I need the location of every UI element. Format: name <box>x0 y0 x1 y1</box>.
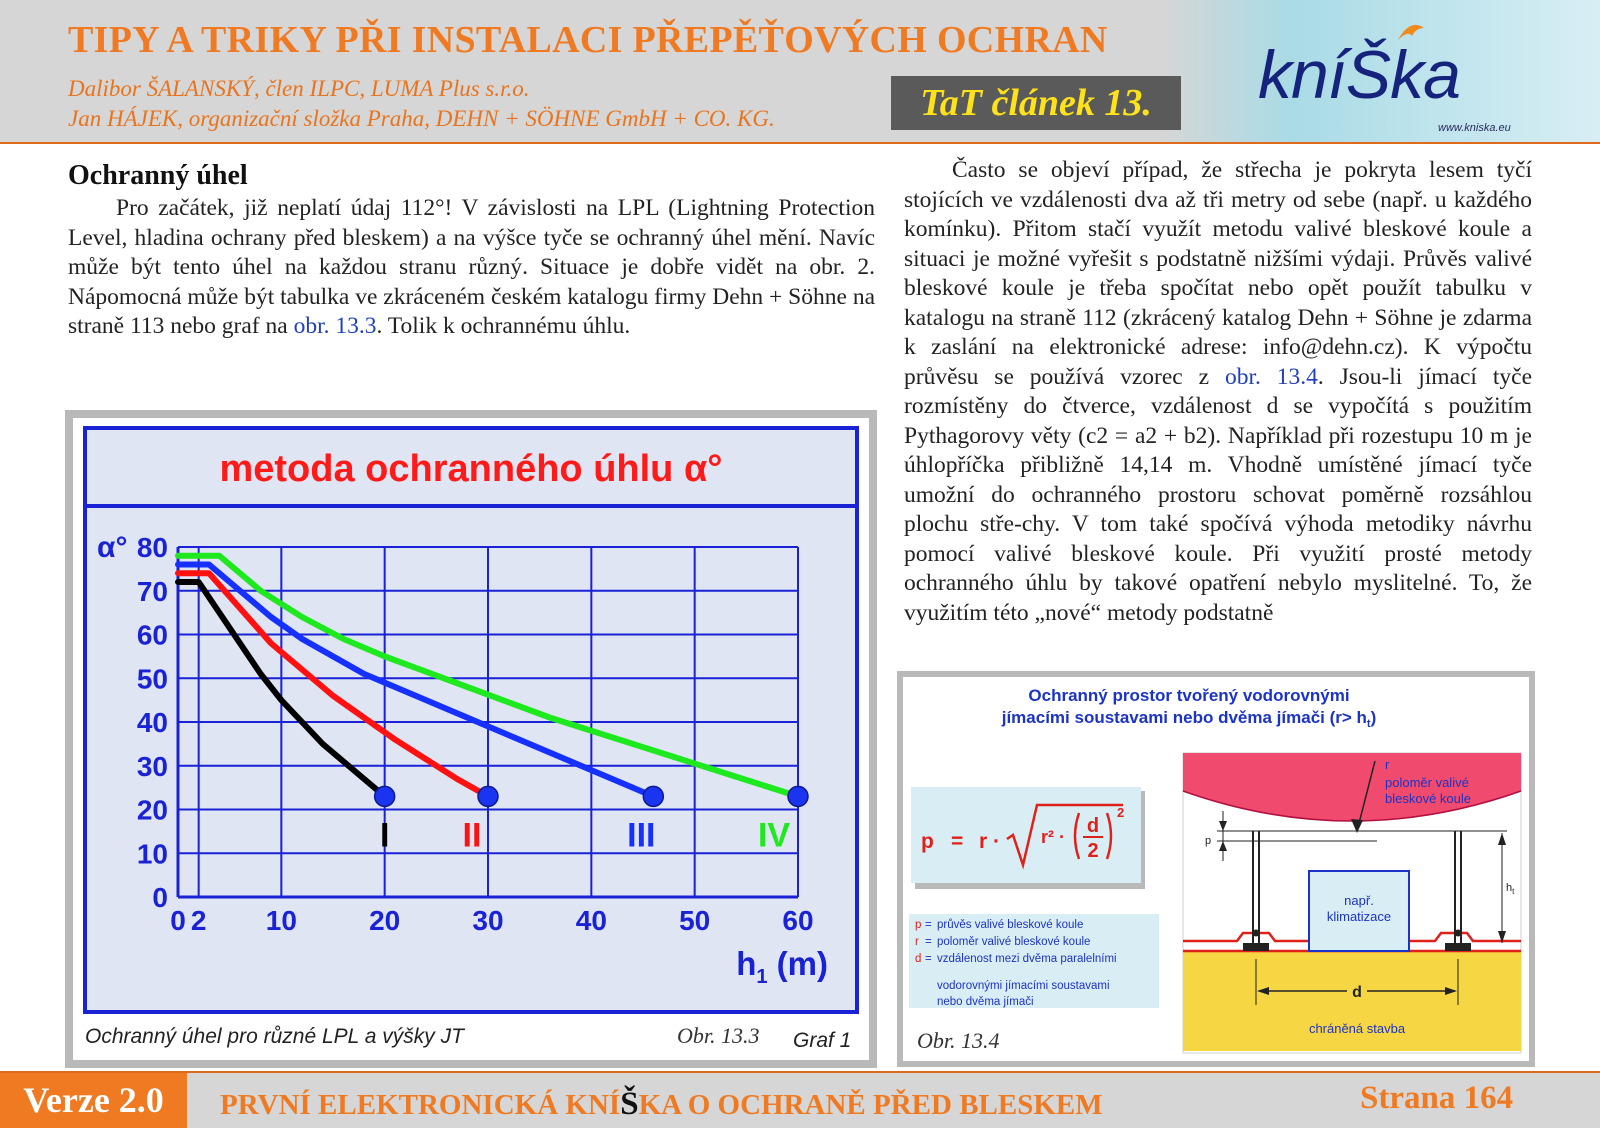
y-tick-label: 40 <box>136 707 168 738</box>
legend-symbol: r <box>915 936 919 948</box>
author-line-1: Dalibor ŠALANSKÝ, člen ILPC, LUMA Plus s.r.o. <box>68 76 530 101</box>
logo-wordmark: kníŠka <box>1258 37 1460 113</box>
formula-r-squared: r² · <box>1041 827 1065 847</box>
y-tick-label: 50 <box>136 663 168 695</box>
series-label-iii: III <box>627 816 656 855</box>
sphere-label-line-2: bleskové koule <box>1385 791 1471 806</box>
y-axis-label: α° <box>97 531 128 564</box>
right-paragraph: Často se objeví případ, že střecha je pokryta lesem tyčí stojících ve vzdálenosti dva až tři metry od sebe (např. u každého komínku). Přitom stačí využít metodu valivé bleskové koule a situaci je možné vyřešit s podstatně nižšími výdaji. Průvěs valivé bleskové koule je třeba spočítat nebo opět použít tabulku v katalogu na straně 112 (zkrácený katalog Dehn + Söhne je zdarma k zaslání na elektronické adrese: info@dehn.cz). K výpočtu průvěsu se používá vzorec z obr. 13.4. Jsou-li jímací tyče rozmístěny do čtverce, vzdálenost d se vypočítá s použitím Pythagorovy věty (c2 = a2 + b2). Například při rozestupu 10 m je úhlopříčka přibližně 14,14 m. Vhodně umístěné jímací tyče umožní do ochranného prostoru schovat poměrně rozsáhlou plochu stře-chy. V tom také spočívá výhoda metodiky návrhu pomocí valivé bleskové koule. Při využití prosté metody ochranného úhlu by takové opatření nebylo myslitelné. To, že využitím této „nové“ metody podstatně <box>904 157 1532 626</box>
building-label: chráněná stavba <box>1308 1021 1406 1036</box>
page-title: TIPY A TRIKY PŘI INSTALACI PŘEPĚŤOVÝCH OCHRAN <box>68 19 1108 61</box>
legend-text: poloměr valivé bleskové koule <box>937 936 1091 948</box>
series-label-i: I <box>379 816 390 855</box>
graph-number: Graf 1 <box>793 1029 852 1052</box>
legend-equals: = <box>925 919 932 931</box>
legend-continuation-1: vodorovnými jímacími soustavami <box>937 980 1110 992</box>
series-endpoint-ii <box>478 786 498 806</box>
link-obr-13-3[interactable]: obr. 13.3 <box>293 313 377 339</box>
x-axis-label: $h_1$ (m) <box>736 945 828 988</box>
y-tick-label: 10 <box>136 838 168 870</box>
figure-13-4 <box>897 671 1535 1067</box>
x-tick-label: 30 <box>472 905 504 936</box>
legend-text: vzdálenost mezi dvěma paralelními <box>937 953 1117 965</box>
figure-13-3 <box>65 410 877 1068</box>
section-heading: Ochranný úhel <box>68 160 248 191</box>
sphere-r-label: r <box>1385 757 1390 772</box>
label-ht: $h_t$ <box>1506 882 1515 896</box>
legend-text: průvěs valivé bleskové koule <box>937 919 1084 931</box>
protection-angle-chart <box>65 410 877 1068</box>
x-tick-label: 60 <box>782 905 814 936</box>
legend-continuation-2: nebo dvěma jímači <box>937 996 1034 1008</box>
y-tick-label: 20 <box>136 794 168 826</box>
y-tick-label: 30 <box>136 750 168 782</box>
header-divider <box>0 142 1600 144</box>
logo-flame-icon <box>1390 14 1430 44</box>
legend-equals: = <box>925 953 932 965</box>
sphere-building-drawing <box>1183 753 1521 1053</box>
legend-symbol: p <box>915 919 922 931</box>
x-tick-label: 10 <box>265 905 297 936</box>
footer-divider <box>0 1071 1600 1073</box>
page-number: Strana 164 <box>1360 1080 1514 1116</box>
rolling-sphere-diagram <box>897 671 1535 1067</box>
sphere-label-line-1: poloměr valivé <box>1385 775 1469 790</box>
link-obr-13-4[interactable]: obr. 13.4 <box>1224 363 1318 390</box>
figure-caption: Ochranný úhel pro různé LPL a výšky JT <box>85 1025 464 1048</box>
author-line-2: Jan HÁJEK, organizační složka Praha, DEHN + SÖHNE GmbH + CO. KG. <box>68 106 775 131</box>
label-p: p <box>1205 835 1212 847</box>
formula-r: r · <box>979 830 1000 853</box>
chart-title: metoda ochranného úhlu α° <box>219 448 723 490</box>
formula-p: p <box>921 830 934 853</box>
series-endpoint-iii <box>643 786 663 806</box>
y-tick-label: 80 <box>136 532 168 563</box>
figure-number: Obr. 13.3 <box>677 1023 760 1048</box>
series-endpoint-i <box>375 786 395 806</box>
formula-d: d <box>1086 815 1100 837</box>
version-badge: Verze 2.0 <box>0 1073 187 1128</box>
formula-exponent: 2 <box>1117 805 1125 820</box>
x-tick-label: 2 <box>190 905 207 936</box>
logo-url: www.kniska.eu <box>1438 122 1511 134</box>
series-label-iv: IV <box>757 816 791 855</box>
footer-title: PRVNÍ ELEKTRONICKÁ KNÍŠKA O OCHRANĚ PŘED BLESKEM <box>220 1086 1103 1122</box>
aircon-label-2: klimatizace <box>1326 909 1392 924</box>
x-tick-label: 50 <box>679 905 711 936</box>
diagram-legend <box>909 914 1159 1008</box>
left-paragraph: Pro začátek, již neplatí údaj 112°! V závislosti na LPL (Lightning Protection Level, hladina ochrany před bleskem) a na výšce tyče se ochranný úhel mění. Navíc může být tento úhel na každou stranu různý. Situace je dobře vidět na obr. 2. Nápomocná může být tabulka ve zkráceném českém katalogu firmy Dehn + Söhne na straně 113 nebo graf na obr. 13.3. Tolik k ochrannému úhlu. <box>68 195 875 339</box>
y-tick-label: 0 <box>152 882 168 913</box>
diagram-title-line-1: Ochranný prostor tvořený vodorovnými <box>1028 686 1350 705</box>
formula-equals: = <box>951 830 964 853</box>
legend-equals: = <box>925 936 932 948</box>
aircon-label-1: např. <box>1344 893 1374 908</box>
y-tick-label: 60 <box>136 619 168 651</box>
formula-box <box>911 787 1145 889</box>
figure-number-13-4: Obr. 13.4 <box>917 1028 1000 1053</box>
footer-s-letter: Š <box>620 1086 639 1122</box>
x-tick-label: 0 <box>170 905 186 936</box>
logo-s-letter: Š <box>1345 37 1391 113</box>
legend-symbol: d <box>915 953 922 965</box>
formula-2: 2 <box>1087 840 1099 862</box>
article-badge: TaT článek 13. <box>891 76 1181 130</box>
y-tick-label: 70 <box>136 575 168 607</box>
x-tick-label: 20 <box>369 905 401 936</box>
series-label-ii: II <box>462 816 482 855</box>
series-endpoint-iv <box>788 786 808 806</box>
x-tick-label: 40 <box>575 905 607 936</box>
kniska-logo <box>1240 8 1570 136</box>
diagram-title-line-2: jímacími soustavami nebo dvěma jímači $(r> h_t)$ <box>1001 708 1377 730</box>
label-d: d <box>1352 984 1362 1001</box>
